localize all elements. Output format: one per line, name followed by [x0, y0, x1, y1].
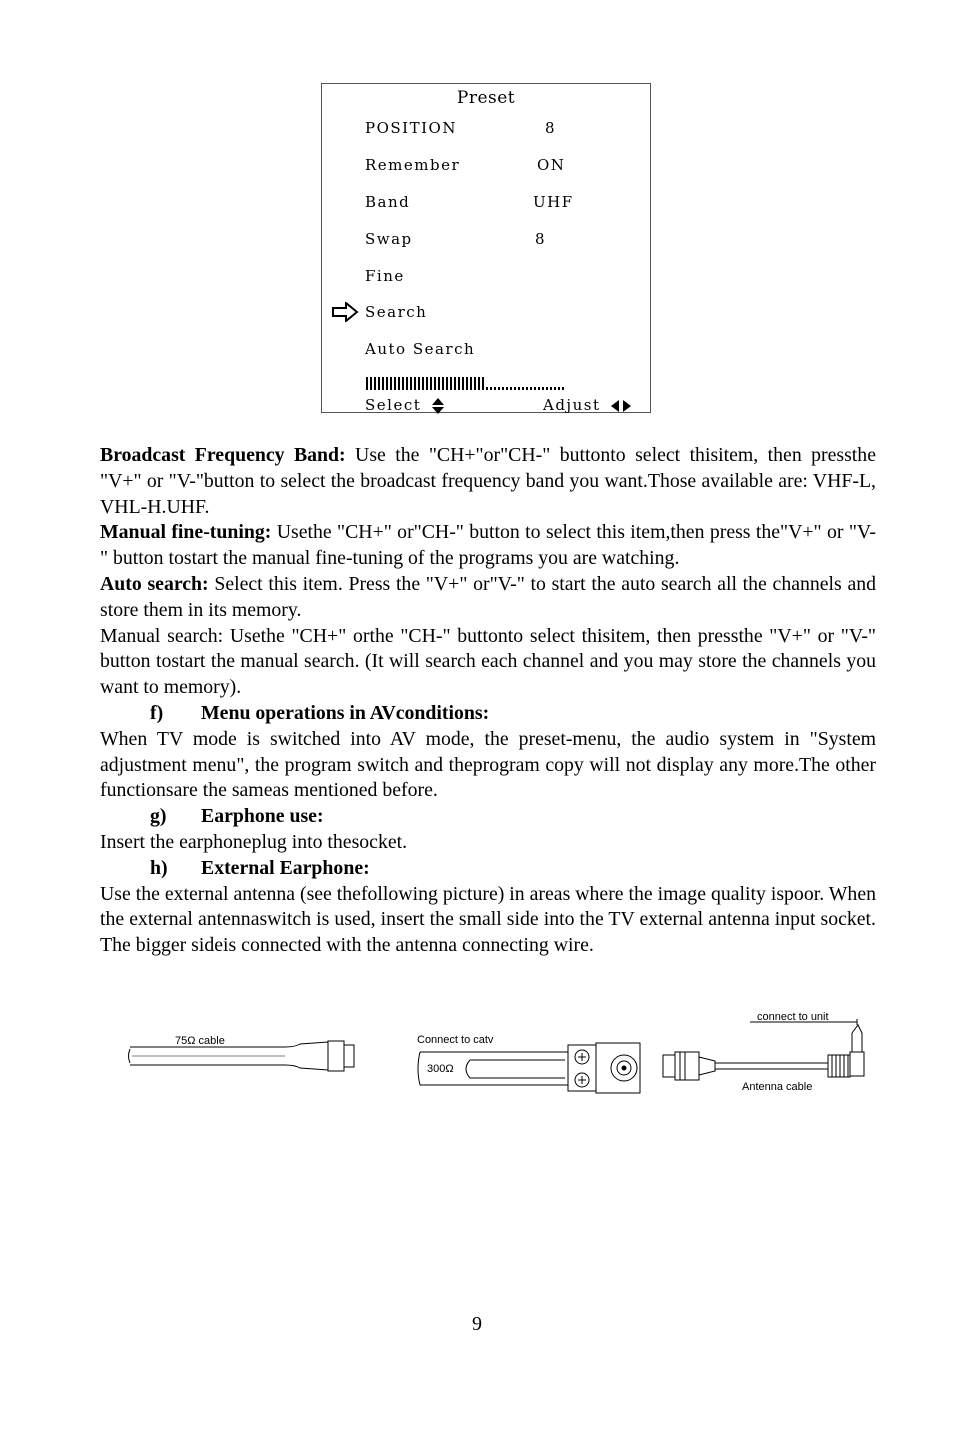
connect-unit-label: connect to unit — [757, 1011, 829, 1023]
progress-tick-filled — [422, 377, 424, 390]
up-down-arrows-icon — [431, 397, 445, 415]
progress-tick-filled — [466, 377, 468, 390]
antenna-cable-figure — [663, 1019, 864, 1080]
progress-tick-filled — [410, 377, 412, 390]
progress-tick-empty — [486, 387, 488, 390]
paragraph-broadcast-band — [100, 443, 876, 520]
progress-tick-empty — [546, 387, 548, 390]
progress-tick-empty — [558, 387, 560, 390]
progress-tick-empty — [494, 387, 496, 390]
footer-select-label: Select — [365, 396, 422, 414]
menu-item-label: Auto Search — [365, 340, 476, 358]
selection-arrow-icon — [331, 302, 359, 322]
menu-item-label: Search — [365, 303, 428, 321]
progress-tick-filled — [418, 377, 420, 390]
progress-tick-empty — [554, 387, 556, 390]
coax-cable-75-figure — [129, 1041, 355, 1071]
antenna-cable-illustration — [120, 1005, 880, 1105]
progress-tick-filled — [374, 377, 376, 390]
left-right-arrows-icon — [610, 399, 632, 413]
progress-tick-filled — [394, 377, 396, 390]
progress-tick-filled — [434, 377, 436, 390]
progress-tick-filled — [458, 377, 460, 390]
progress-tick-empty — [526, 387, 528, 390]
paragraph-text: Usethe "CH+" or"CH-" button to select this item,then press the"V+" or "V-" button tostart the manual fine-tuning of the programs you are watching. — [100, 521, 876, 570]
body-text — [100, 443, 876, 959]
search-progress-bar — [365, 375, 565, 391]
preset-menu — [321, 83, 651, 413]
page-number: 9 — [472, 1313, 482, 1335]
progress-tick-filled — [446, 377, 448, 390]
progress-tick-empty — [510, 387, 512, 390]
progress-tick-empty — [490, 387, 492, 390]
heading-title: External Earphone: — [201, 856, 370, 879]
progress-tick-filled — [462, 377, 464, 390]
progress-tick-filled — [378, 377, 380, 390]
progress-tick-filled — [426, 377, 428, 390]
term-broadcast-band: Broadcast Frequency Band: — [100, 444, 346, 466]
progress-tick-filled — [482, 377, 484, 390]
progress-tick-empty — [514, 387, 516, 390]
progress-tick-empty — [502, 387, 504, 390]
progress-tick-filled — [474, 377, 476, 390]
progress-tick-empty — [530, 387, 532, 390]
progress-tick-empty — [498, 387, 500, 390]
progress-tick-filled — [454, 377, 456, 390]
progress-tick-filled — [414, 377, 416, 390]
progress-tick-filled — [438, 377, 440, 390]
antenna-cable-label: Antenna cable — [742, 1081, 813, 1093]
catv-label: Connect to catv — [417, 1034, 494, 1046]
cable-75-label: 75Ω cable — [175, 1035, 225, 1047]
menu-item-value: 8 — [545, 119, 557, 137]
progress-tick-filled — [382, 377, 384, 390]
progress-tick-filled — [470, 377, 472, 390]
paragraph-fine-tuning — [100, 520, 876, 572]
progress-tick-filled — [402, 377, 404, 390]
paragraph-external-antenna: Use the external antenna (see thefollowing picture) in areas where the image quality ispoor. When the external antennaswitch is used, insert the small side into the TV external antenna input socket. The bigger sideis connected with the antenna connecting wire. — [100, 882, 876, 957]
menu-item-label: Remember — [365, 156, 461, 174]
term-auto-search: Auto search: — [100, 572, 209, 595]
progress-tick-filled — [442, 377, 444, 390]
menu-item-label: POSITION — [365, 119, 457, 137]
paragraph-auto-search — [100, 572, 876, 624]
heading-title: Menu operations in AVconditions: — [201, 701, 490, 724]
footer-adjust-label: Adjust — [543, 396, 601, 414]
footer-adjust — [543, 395, 632, 415]
paragraph-text: Select this item. Press the "V+" or"V-" to start the auto search all the channels and store them in its memory. — [100, 572, 877, 621]
menu-item-label: Band — [365, 193, 411, 211]
progress-tick-empty — [506, 387, 508, 390]
heading-title: Earphone use: — [201, 805, 324, 828]
paragraph-text: Use the "CH+"or"CH-" buttonto select thisitem, then pressthe "V+" or "V-"button to select the broadcast frequency band you want.Those available are: VHF-L, VHL-H.UHF. — [100, 444, 876, 518]
menu-title: Preset — [456, 88, 516, 108]
progress-tick-filled — [430, 377, 432, 390]
progress-tick-filled — [390, 377, 392, 390]
menu-item-label: Fine — [365, 267, 405, 285]
progress-tick-filled — [398, 377, 400, 390]
heading-external-earphone — [100, 856, 876, 882]
heading-letter: g) — [150, 805, 167, 828]
paragraph-manual-search: Manual search: Usethe "CH+" orthe "CH-" buttonto select thisitem, then pressthe "V+" or "V-" button tostart the manual search. (It will search each channel and you may store the channels you want to memory). — [100, 624, 876, 699]
footer-select — [365, 395, 445, 415]
progress-tick-empty — [542, 387, 544, 390]
menu-item-value: UHF — [533, 193, 574, 211]
progress-tick-filled — [450, 377, 452, 390]
progress-tick-empty — [538, 387, 540, 390]
paragraph-av-mode: When TV mode is switched into AV mode, the preset-menu, the audio system in "System adjustment menu", the program switch and theprogram copy will not display any more.The other functionsare the sameas mentioned before. — [100, 727, 876, 802]
progress-tick-filled — [406, 377, 408, 390]
heading-menu-av — [100, 701, 876, 727]
heading-letter: h) — [150, 856, 168, 879]
menu-item-value: ON — [537, 156, 566, 174]
heading-letter: f) — [150, 701, 164, 724]
menu-item-value: 8 — [535, 230, 547, 248]
progress-tick-empty — [518, 387, 520, 390]
progress-tick-empty — [562, 387, 564, 390]
progress-tick-empty — [550, 387, 552, 390]
ohm-300-label: 300Ω — [427, 1063, 454, 1075]
progress-tick-filled — [386, 377, 388, 390]
menu-item-label: Swap — [365, 230, 413, 248]
term-fine-tuning: Manual fine-tuning: — [100, 521, 272, 544]
heading-earphone-use — [100, 804, 876, 830]
progress-tick-empty — [534, 387, 536, 390]
progress-tick-filled — [478, 377, 480, 390]
progress-tick-filled — [366, 377, 368, 390]
paragraph-earphone: Insert the earphoneplug into thesocket. — [100, 830, 408, 853]
progress-tick-filled — [370, 377, 372, 390]
progress-tick-empty — [522, 387, 524, 390]
